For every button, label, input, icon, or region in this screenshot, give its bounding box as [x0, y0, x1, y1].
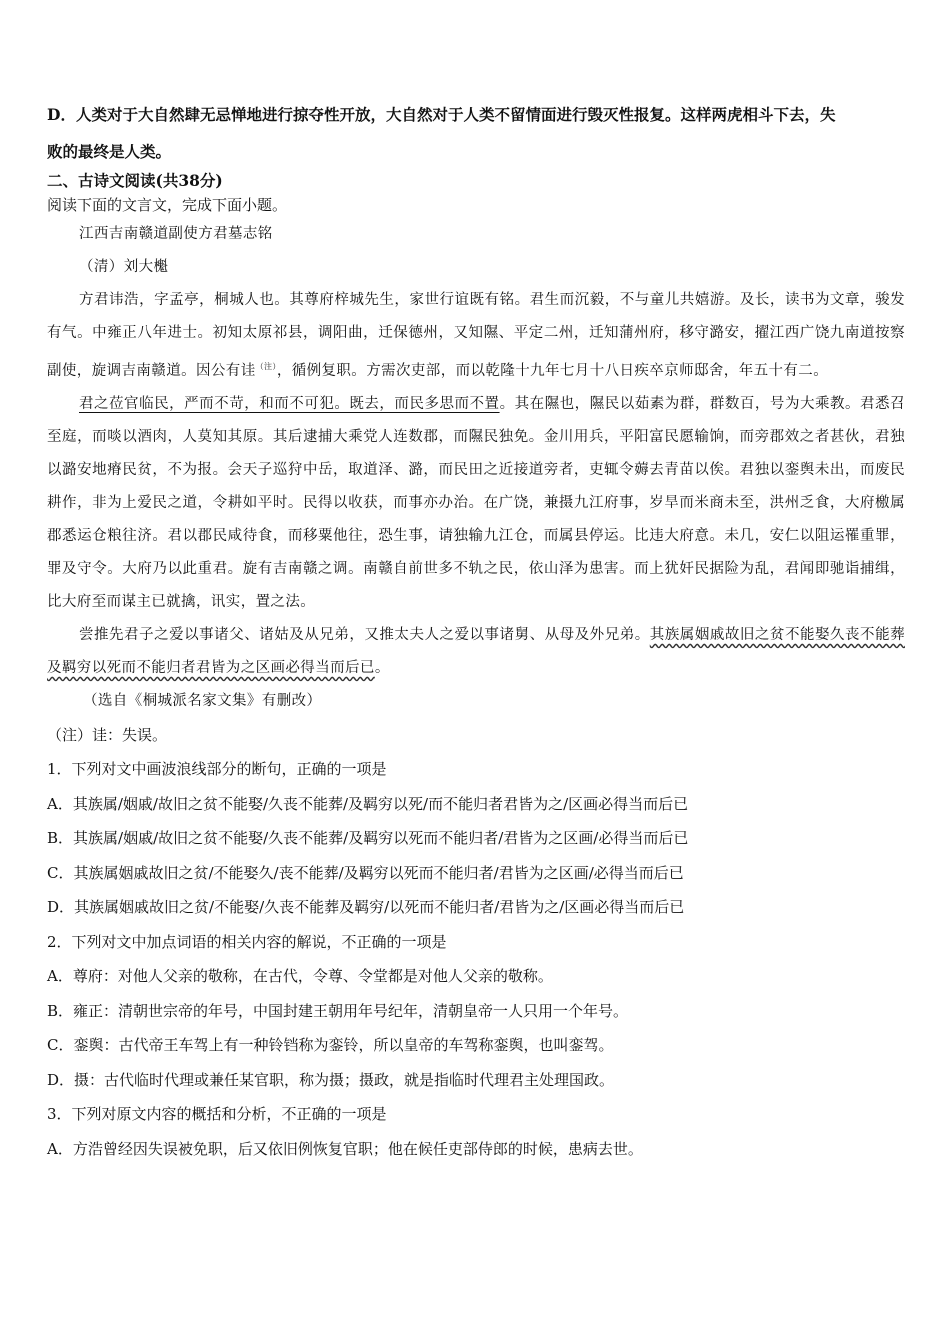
paragraph-3-text-a: 尝推先君子之爱以事诸父、诸姑及从兄弟，又推太夫人之爱以事诸舅、从母及外兄弟。: [79, 626, 650, 643]
question-option: D．摄：古代临时代理或兼任某官职，称为摄；摄政，就是指临时代理君主处理国政。: [47, 1070, 615, 1089]
underlined-sentence: 君之莅官临民，严而不苛，和而不可犯。既去，而民多思而不置: [79, 395, 500, 412]
paragraph-3-text-b: 。: [374, 659, 390, 676]
question-1: [47, 752, 905, 925]
paragraph-2-text: 。其在隰也，隰民以茹素为群，群数百，号为大乘教。君悉召至庭，而啖以酒肉，人莫知其原。其后逮捕大乘党人连数郡，而隰民独免。金川用兵，平阳富民愿输饷，而旁郡效之者甚伙，君独以潞安地瘠民贫，不为报。会天子巡狩中岳，取道泽、潞，而民田之近接道旁者，吏辄令薅去青苗以俟。君独以銮舆未出，而废民耕作，非为上爱民之道，令耕如平时。民得以收获，而事亦办治。在广饶，兼摄九江府事，岁旱而米商未至，洪州乏食，大府檄属郡悉运仓粮往济。君以郡民咸待食，而移粟他往，恐生事，请独输九江仓，而属县停运。比违大府意。未几，安仁以阻运罹重罪，罪及守令。大府乃以此重君。旋有吉南赣之调。南赣自前世多不轨之民，依山泽为患害。而上犹奸民据险为乱，君闻即驰诣捕缉，比大府至而谋主已就擒，讯实，置之法。: [47, 395, 905, 610]
question-option: A．其族属/姻戚/故旧之贫不能娶/久丧不能葬/及羁穷以死/而不能归者君皆为之/区画必得当而后已: [47, 794, 689, 813]
paragraph-1-text-b: ，循例复职。方需次吏部，而以乾隆十九年七月十八日疾卒京师邸舍，年五十有二。: [276, 362, 829, 379]
footnote-marker: （注）: [255, 362, 277, 371]
wavy-underlined-sentence: 其族属姻戚故旧之贫不能娶久丧不能葬及羁穷以死而不能归者君皆为之区画必得当而后已: [47, 626, 905, 676]
question-option: C．其族属姻戚故旧之贫/不能娶久/丧不能葬/及羁穷以死而不能归者/君皆为之区画/必得当而后已: [47, 863, 684, 882]
question-2: [47, 925, 905, 1098]
passage-paragraph-3: [47, 619, 905, 685]
question-stem: 2．下列对文中加点词语的相关内容的解说，不正确的一项是: [47, 932, 447, 951]
passage-paragraph-2: [47, 388, 905, 619]
question-option: C．銮舆：古代帝王车驾上有一种铃铛称为銮铃，所以皇帝的车驾称銮舆，也叫銮驾。: [47, 1036, 614, 1055]
paragraph-1-text-a: 方君讳浩，字孟亭，桐城人也。其尊府梓城先生，家世行谊既有铭。君生而沉毅，不与童儿共嬉游。及长，读书为文章，骏发有气。中雍正八年进士。初知太原祁县，调阳曲，迁保德州，又知隰、平定二州，迁知蒲州府，移守潞安，擢江西广饶九南道按察副使，旋调吉南赣道。因公有诖: [47, 292, 905, 379]
option-d-line-2: 败的最终是人类。: [47, 142, 172, 161]
option-d-line-1: D．人类对于大自然肆无忌惮地进行掠夺性开放，大自然对于人类不留情面进行毁灭性报复。这样两虎相斗下去，失: [47, 105, 836, 124]
document-page: [47, 96, 905, 1166]
question-option: B．雍正：清朝世宗帝的年号，中国封建王朝用年号纪年，清朝皇帝一人只用一个年号。: [47, 1001, 629, 1020]
passage-title: 江西吉南赣道副使方君墓志铭: [79, 226, 273, 242]
passage-author: （清）刘大櫆: [79, 259, 169, 275]
passage-note: （注）诖：失误。: [47, 725, 168, 744]
question-3: [47, 1097, 905, 1166]
question-option: A．方浩曾经因失误被免职，后又依旧例恢复官职；他在候任吏部侍郎的时候，患病去世。: [47, 1139, 643, 1158]
question-option: D．其族属姻戚故旧之贫/不能娶/久丧不能葬及羁穷/以死而不能归者/君皆为之/区画必得当而后已: [47, 898, 685, 917]
passage-paragraph-1: [47, 284, 905, 388]
previous-option-d: [47, 96, 905, 170]
question-option: A．尊府：对他人父亲的敬称，在古代，令尊、令堂都是对他人父亲的敬称。: [47, 967, 553, 986]
question-stem: 3．下列对原文内容的概括和分析，不正确的一项是: [47, 1105, 387, 1124]
question-option: B．其族属/姻戚/故旧之贫不能娶/久丧不能葬/及羁穷以死而不能归者/君皆为之区画/必得当而后已: [47, 829, 689, 848]
question-stem: 1．下列对文中画波浪线部分的断句，正确的一项是: [47, 760, 387, 779]
section-instruction: 阅读下面的文言文，完成下面小题。: [47, 196, 288, 214]
section-heading: 二、古诗文阅读(共38分): [47, 171, 223, 190]
passage-source: （选自《桐城派名家文集》有删改）: [83, 692, 322, 709]
